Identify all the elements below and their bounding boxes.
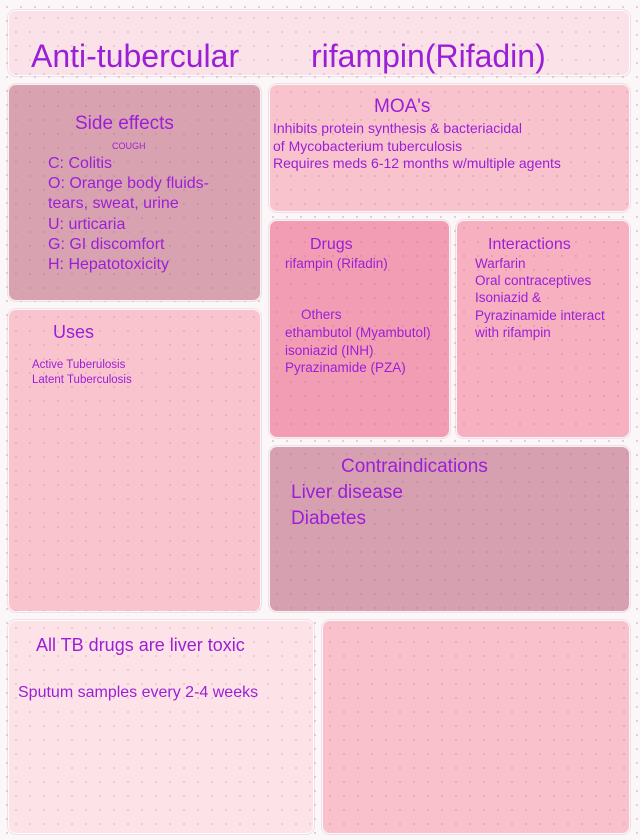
side-effect-item: U: urticaria — [48, 215, 126, 233]
contraindication-item: Liver disease — [291, 482, 403, 503]
other-drug-item: isoniazid (INH) — [285, 342, 374, 358]
note-sputum-samples: Sputum samples every 2-4 weeks — [18, 684, 259, 701]
other-drug-item: Pyrazinamide (PZA) — [285, 360, 406, 375]
side-effect-item: H: Hepatotoxicity — [48, 256, 169, 274]
drugs-others-list — [285, 324, 431, 377]
drugs-others-heading: Others — [301, 307, 342, 322]
note-liver-toxic: All TB drugs are liver toxic — [36, 635, 245, 655]
contraindication-item: Diabetes — [291, 507, 366, 529]
uses-card — [8, 309, 261, 612]
use-item: Active Tuberulosis — [32, 359, 126, 371]
moa-line: of Mycobacterium tuberculosis — [273, 137, 463, 154]
other-drug-item: ethambutol (Myambutol) — [285, 325, 431, 340]
interaction-item: Isoniazid & — [475, 290, 542, 306]
drugs-heading: Drugs — [310, 236, 353, 253]
moa-line: Requires meds 6-12 months w/multiple agents — [273, 155, 561, 171]
uses-heading: Uses — [53, 322, 95, 342]
drugs-card — [269, 220, 450, 438]
moa-heading: MOA's — [374, 96, 431, 117]
side-effect-item: tears, sweat, urine — [48, 195, 179, 213]
drugs-primary: rifampin (Rifadin) — [285, 256, 388, 271]
side-effects-card — [8, 84, 261, 301]
side-effects-list — [48, 154, 209, 275]
interactions-list — [475, 255, 605, 341]
contraindications-list — [291, 480, 403, 531]
blank-card — [322, 620, 630, 834]
use-item: Latent Tuberculosis — [32, 374, 132, 386]
title-left: Anti-tubercular — [31, 38, 240, 74]
moa-list — [273, 120, 561, 173]
title-card — [8, 10, 630, 76]
side-effect-item: C: Colitis — [48, 155, 113, 172]
interactions-heading: Interactions — [488, 236, 571, 253]
moa-line: Inhibits protein synthesis & bacteriacidal — [273, 120, 523, 136]
side-effect-item: O: Orange body fluids- — [48, 175, 209, 193]
uses-list — [32, 358, 132, 388]
title-right: rifampin(Rifadin) — [311, 38, 546, 74]
side-effects-mnemonic: COUGH — [112, 141, 146, 151]
side-effect-item: G: GI discomfort — [48, 235, 165, 253]
contraindications-card — [269, 446, 630, 612]
moa-card — [269, 84, 630, 212]
interaction-item: Oral contraceptives — [475, 273, 592, 289]
interactions-card — [456, 220, 630, 438]
contraindications-heading: Contraindications — [341, 456, 488, 477]
interaction-item: with rifampin — [475, 324, 551, 340]
notes-card — [8, 620, 314, 834]
interaction-item: Warfarin — [475, 256, 526, 271]
side-effects-heading: Side effects — [75, 113, 174, 134]
interaction-item: Pyrazinamide interact — [475, 307, 605, 323]
